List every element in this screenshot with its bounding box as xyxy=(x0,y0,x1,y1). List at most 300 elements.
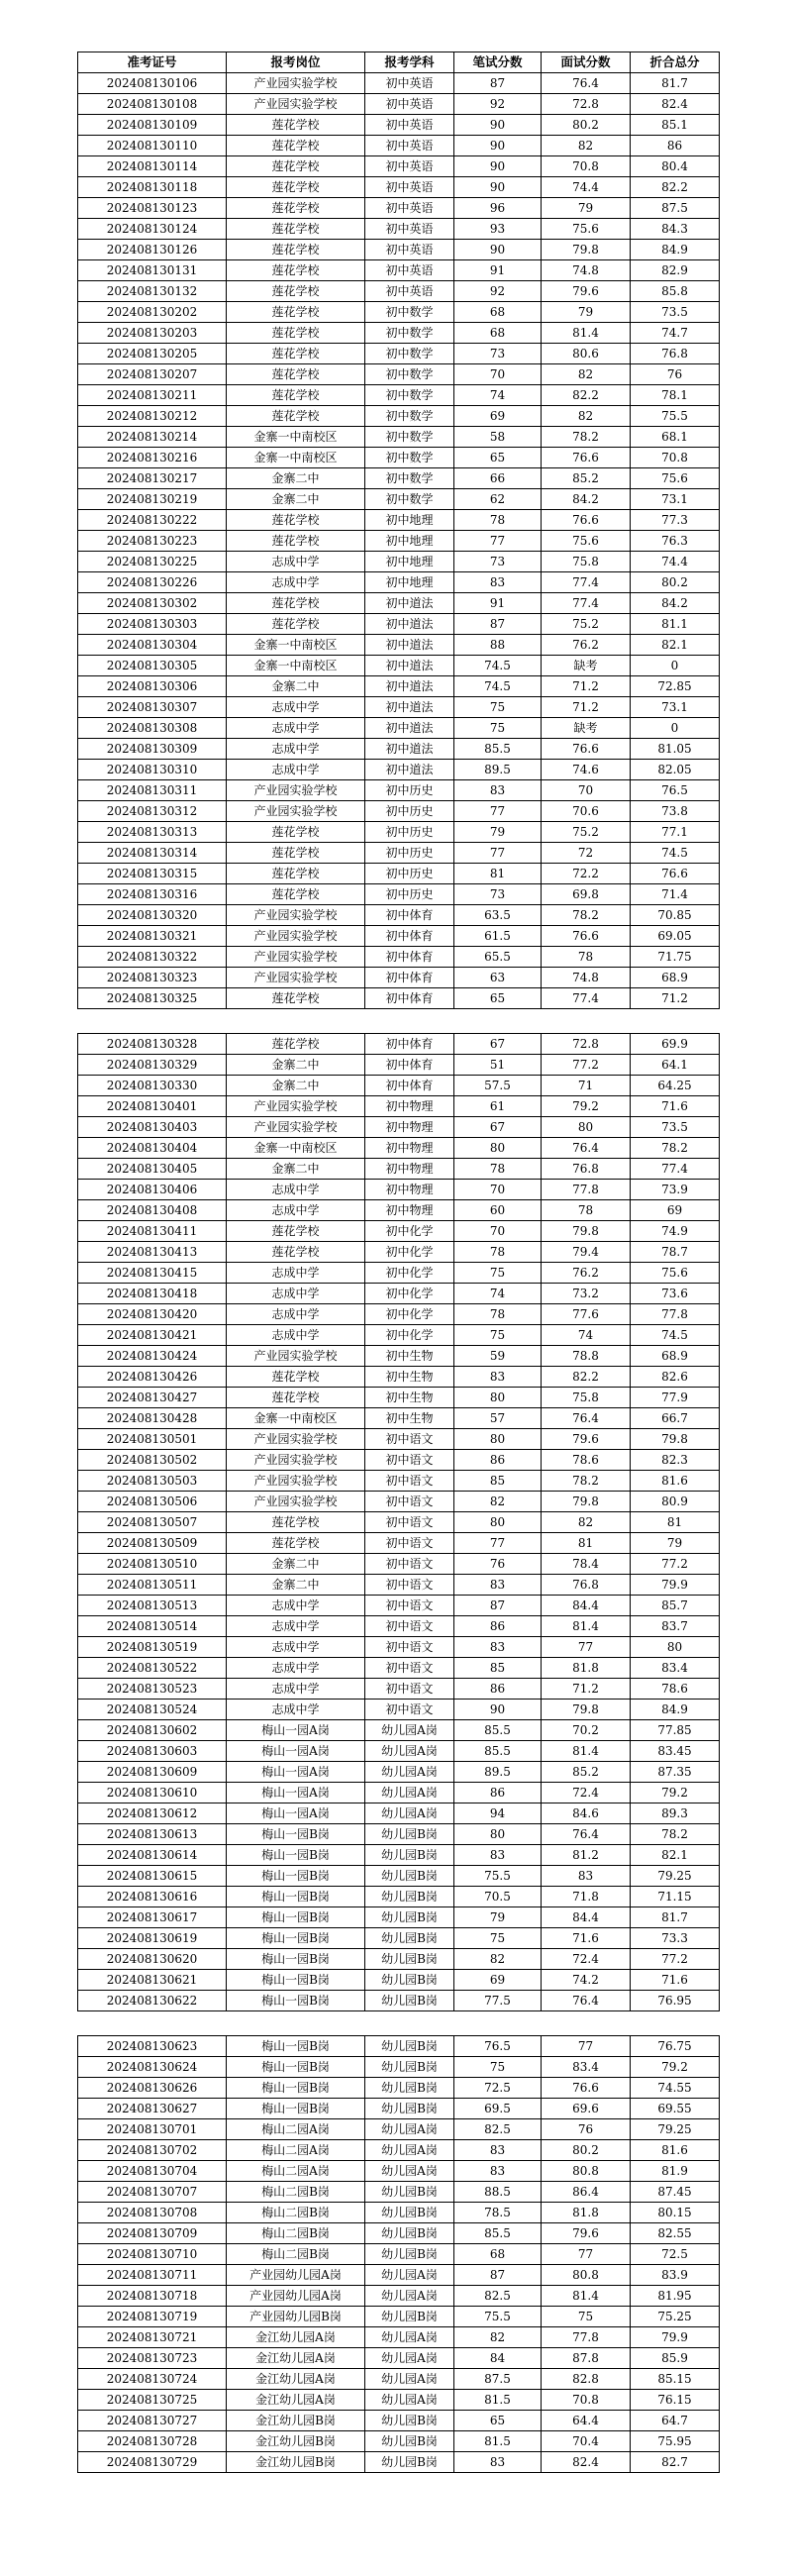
interview-score-cell: 79.6 xyxy=(542,2223,631,2244)
written-score-cell: 81.5 xyxy=(454,2431,542,2452)
subject-cell: 初中物理 xyxy=(365,1138,454,1159)
written-score-cell: 82.5 xyxy=(454,2286,542,2307)
subject-cell: 幼儿园A岗 xyxy=(365,1720,454,1741)
subject-cell: 初中英语 xyxy=(365,73,454,94)
written-score-cell: 85.5 xyxy=(454,1741,542,1762)
table-row xyxy=(78,240,720,260)
position-cell: 金寨一中南校区 xyxy=(227,1138,365,1159)
position-cell: 金江幼儿园B岗 xyxy=(227,2431,365,2452)
interview-score-cell: 76.4 xyxy=(542,1138,631,1159)
position-cell: 梅山二园B岗 xyxy=(227,2223,365,2244)
table-row xyxy=(78,2036,720,2057)
subject-cell: 幼儿园B岗 xyxy=(365,2182,454,2203)
interview-score-cell: 71.2 xyxy=(542,1679,631,1700)
subject-cell: 幼儿园B岗 xyxy=(365,1928,454,1949)
table-row xyxy=(78,1471,720,1492)
position-cell: 梅山一园B岗 xyxy=(227,1970,365,1991)
position-cell: 志成中学 xyxy=(227,1304,365,1325)
position-cell: 莲花学校 xyxy=(227,822,365,843)
position-cell: 莲花学校 xyxy=(227,593,365,614)
written-score-cell: 76 xyxy=(454,1554,542,1575)
interview-score-cell: 74 xyxy=(542,1325,631,1346)
position-cell: 志成中学 xyxy=(227,1200,365,1221)
subject-cell: 初中语文 xyxy=(365,1596,454,1616)
subject-cell: 初中语文 xyxy=(365,1679,454,1700)
exam-id-cell: 202408130519 xyxy=(78,1637,227,1658)
written-score-cell: 87 xyxy=(454,1596,542,1616)
total-score-cell: 81.6 xyxy=(631,1471,720,1492)
exam-id-cell: 202408130710 xyxy=(78,2244,227,2265)
total-score-cell: 68.9 xyxy=(631,968,720,988)
total-score-cell: 82.55 xyxy=(631,2223,720,2244)
table-row xyxy=(78,2057,720,2078)
written-score-cell: 82 xyxy=(454,1949,542,1970)
exam-id-cell: 202408130207 xyxy=(78,364,227,385)
subject-cell: 初中英语 xyxy=(365,115,454,136)
total-score-cell: 81.1 xyxy=(631,614,720,635)
interview-score-cell: 70.4 xyxy=(542,2431,631,2452)
subject-cell: 初中物理 xyxy=(365,1159,454,1180)
table-row xyxy=(78,406,720,427)
table-row xyxy=(78,489,720,510)
interview-score-cell: 77 xyxy=(542,2244,631,2265)
exam-id-cell: 202408130305 xyxy=(78,656,227,676)
position-cell: 志成中学 xyxy=(227,1180,365,1200)
exam-id-cell: 202408130118 xyxy=(78,177,227,198)
total-score-cell: 79 xyxy=(631,1533,720,1554)
subject-cell: 初中生物 xyxy=(365,1367,454,1388)
position-cell: 莲花学校 xyxy=(227,344,365,364)
subject-cell: 初中物理 xyxy=(365,1180,454,1200)
subject-cell: 幼儿园B岗 xyxy=(365,1970,454,1991)
written-score-cell: 83 xyxy=(454,1845,542,1866)
interview-score-cell: 79.8 xyxy=(542,240,631,260)
position-cell: 梅山一园A岗 xyxy=(227,1803,365,1824)
total-score-cell: 75.95 xyxy=(631,2431,720,2452)
total-score-cell: 82.1 xyxy=(631,1845,720,1866)
written-score-cell: 74.5 xyxy=(454,656,542,676)
position-cell: 产业园实验学校 xyxy=(227,1429,365,1450)
interview-score-cell: 81 xyxy=(542,1533,631,1554)
interview-score-cell: 70.8 xyxy=(542,156,631,177)
interview-score-cell: 76.4 xyxy=(542,1824,631,1845)
interview-score-cell: 74.2 xyxy=(542,1970,631,1991)
exam-id-cell: 202408130514 xyxy=(78,1616,227,1637)
subject-cell: 初中道法 xyxy=(365,739,454,760)
total-score-cell: 71.75 xyxy=(631,947,720,968)
exam-id-cell: 202408130306 xyxy=(78,676,227,697)
exam-id-cell: 202408130222 xyxy=(78,510,227,531)
exam-id-cell: 202408130711 xyxy=(78,2265,227,2286)
exam-id-cell: 202408130427 xyxy=(78,1388,227,1408)
position-cell: 产业园实验学校 xyxy=(227,801,365,822)
interview-score-cell: 78.4 xyxy=(542,1554,631,1575)
written-score-cell: 63.5 xyxy=(454,905,542,926)
total-score-cell: 64.7 xyxy=(631,2411,720,2431)
position-cell: 产业园实验学校 xyxy=(227,1492,365,1512)
written-score-cell: 90 xyxy=(454,240,542,260)
position-cell: 金寨一中南校区 xyxy=(227,635,365,656)
position-cell: 志成中学 xyxy=(227,1637,365,1658)
exam-id-cell: 202408130217 xyxy=(78,468,227,489)
total-score-cell: 73.8 xyxy=(631,801,720,822)
interview-score-cell: 84.2 xyxy=(542,489,631,510)
written-score-cell: 93 xyxy=(454,219,542,240)
table-row xyxy=(78,2119,720,2140)
written-score-cell: 69 xyxy=(454,1970,542,1991)
written-score-cell: 90 xyxy=(454,1700,542,1720)
exam-id-cell: 202408130226 xyxy=(78,572,227,593)
subject-cell: 幼儿园A岗 xyxy=(365,2265,454,2286)
position-cell: 金寨二中 xyxy=(227,676,365,697)
total-score-cell: 77.3 xyxy=(631,510,720,531)
subject-cell: 幼儿园B岗 xyxy=(365,2307,454,2327)
table-row xyxy=(78,344,720,364)
interview-score-cell: 76.6 xyxy=(542,926,631,947)
total-score-cell: 84.2 xyxy=(631,593,720,614)
total-score-cell: 79.9 xyxy=(631,1575,720,1596)
exam-id-cell: 202408130725 xyxy=(78,2390,227,2411)
interview-score-cell: 77.4 xyxy=(542,593,631,614)
subject-cell: 初中语文 xyxy=(365,1512,454,1533)
total-score-cell: 82.9 xyxy=(631,260,720,281)
interview-score-cell: 82 xyxy=(542,1512,631,1533)
table-row xyxy=(78,1679,720,1700)
total-score-cell: 76.3 xyxy=(631,531,720,552)
total-score-cell: 77.8 xyxy=(631,1304,720,1325)
position-cell: 金江幼儿园A岗 xyxy=(227,2369,365,2390)
position-cell: 志成中学 xyxy=(227,552,365,572)
written-score-cell: 67 xyxy=(454,1117,542,1138)
table-row xyxy=(78,1907,720,1928)
exam-id-cell: 202408130311 xyxy=(78,780,227,801)
interview-score-cell: 79.6 xyxy=(542,281,631,302)
exam-id-cell: 202408130702 xyxy=(78,2140,227,2161)
position-cell: 莲花学校 xyxy=(227,1221,365,1242)
exam-id-cell: 202408130626 xyxy=(78,2078,227,2099)
total-score-cell: 64.25 xyxy=(631,1076,720,1096)
interview-score-cell: 72.4 xyxy=(542,1949,631,1970)
subject-cell: 幼儿园B岗 xyxy=(365,2431,454,2452)
exam-id-cell: 202408130624 xyxy=(78,2057,227,2078)
total-score-cell: 83.45 xyxy=(631,1741,720,1762)
position-cell: 莲花学校 xyxy=(227,1533,365,1554)
subject-cell: 初中化学 xyxy=(365,1325,454,1346)
total-score-cell: 75.6 xyxy=(631,1263,720,1284)
subject-cell: 初中英语 xyxy=(365,260,454,281)
interview-score-cell: 75.8 xyxy=(542,552,631,572)
position-cell: 梅山二园B岗 xyxy=(227,2203,365,2223)
total-score-cell: 0 xyxy=(631,718,720,739)
total-score-cell: 71.4 xyxy=(631,884,720,905)
subject-cell: 初中化学 xyxy=(365,1242,454,1263)
subject-cell: 初中英语 xyxy=(365,94,454,115)
position-cell: 产业园实验学校 xyxy=(227,1346,365,1367)
subject-cell: 幼儿园A岗 xyxy=(365,1762,454,1783)
subject-cell: 幼儿园B岗 xyxy=(365,1824,454,1845)
total-score-cell: 76.8 xyxy=(631,344,720,364)
position-cell: 志成中学 xyxy=(227,739,365,760)
total-score-cell: 71.6 xyxy=(631,1096,720,1117)
written-score-cell: 82.5 xyxy=(454,2119,542,2140)
interview-score-cell: 76.4 xyxy=(542,1991,631,2011)
subject-cell: 初中道法 xyxy=(365,676,454,697)
interview-score-cell: 69.6 xyxy=(542,2099,631,2119)
table-row xyxy=(78,1824,720,1845)
table-row xyxy=(78,468,720,489)
table-row xyxy=(78,760,720,780)
table-row xyxy=(78,385,720,406)
total-score-cell: 85.1 xyxy=(631,115,720,136)
total-score-cell: 80.4 xyxy=(631,156,720,177)
interview-score-cell: 77.4 xyxy=(542,988,631,1009)
table-row xyxy=(78,1325,720,1346)
subject-cell: 初中语文 xyxy=(365,1616,454,1637)
subject-cell: 幼儿园A岗 xyxy=(365,2369,454,2390)
exam-id-cell: 202408130420 xyxy=(78,1304,227,1325)
subject-cell: 初中英语 xyxy=(365,240,454,260)
exam-id-cell: 202408130308 xyxy=(78,718,227,739)
table-row xyxy=(78,1575,720,1596)
total-score-cell: 82.6 xyxy=(631,1367,720,1388)
exam-id-cell: 202408130401 xyxy=(78,1096,227,1117)
interview-score-cell: 79.8 xyxy=(542,1221,631,1242)
exam-id-cell: 202408130132 xyxy=(78,281,227,302)
written-score-cell: 77.5 xyxy=(454,1991,542,2011)
position-cell: 金寨一中南校区 xyxy=(227,448,365,468)
position-cell: 莲花学校 xyxy=(227,177,365,198)
subject-cell: 初中历史 xyxy=(365,822,454,843)
exam-id-cell: 202408130310 xyxy=(78,760,227,780)
subject-cell: 初中体育 xyxy=(365,968,454,988)
subject-cell: 初中英语 xyxy=(365,281,454,302)
position-cell: 产业园幼儿园A岗 xyxy=(227,2265,365,2286)
table-row xyxy=(78,2161,720,2182)
exam-id-cell: 202408130314 xyxy=(78,843,227,864)
total-score-cell: 82.2 xyxy=(631,177,720,198)
exam-id-cell: 202408130609 xyxy=(78,1762,227,1783)
table-row xyxy=(78,1242,720,1263)
written-score-cell: 91 xyxy=(454,593,542,614)
total-score-cell: 78.1 xyxy=(631,385,720,406)
position-cell: 金江幼儿园B岗 xyxy=(227,2411,365,2431)
position-cell: 梅山一园B岗 xyxy=(227,2036,365,2057)
table-row xyxy=(78,219,720,240)
total-score-cell: 77.1 xyxy=(631,822,720,843)
table-row xyxy=(78,2369,720,2390)
table-row xyxy=(78,864,720,884)
exam-id-cell: 202408130123 xyxy=(78,198,227,219)
position-cell: 志成中学 xyxy=(227,1679,365,1700)
table-row xyxy=(78,1284,720,1304)
position-cell: 金江幼儿园A岗 xyxy=(227,2327,365,2348)
subject-cell: 初中道法 xyxy=(365,697,454,718)
written-score-cell: 75 xyxy=(454,2057,542,2078)
exam-id-cell: 202408130616 xyxy=(78,1887,227,1907)
written-score-cell: 78 xyxy=(454,1304,542,1325)
total-score-cell: 79.8 xyxy=(631,1429,720,1450)
interview-score-cell: 71.6 xyxy=(542,1928,631,1949)
exam-id-cell: 202408130211 xyxy=(78,385,227,406)
total-score-cell: 85.8 xyxy=(631,281,720,302)
table-row xyxy=(78,2348,720,2369)
subject-cell: 初中数学 xyxy=(365,406,454,427)
written-score-cell: 75 xyxy=(454,1928,542,1949)
table-row xyxy=(78,1263,720,1284)
interview-score-cell: 77.6 xyxy=(542,1304,631,1325)
table-row xyxy=(78,2327,720,2348)
position-cell: 产业园实验学校 xyxy=(227,1096,365,1117)
subject-cell: 初中道法 xyxy=(365,656,454,676)
position-cell: 产业园实验学校 xyxy=(227,780,365,801)
table-row xyxy=(78,2182,720,2203)
interview-score-cell: 80.8 xyxy=(542,2265,631,2286)
subject-cell: 初中化学 xyxy=(365,1284,454,1304)
exam-id-cell: 202408130602 xyxy=(78,1720,227,1741)
subject-cell: 初中语文 xyxy=(365,1492,454,1512)
column-header: 面试分数 xyxy=(542,52,631,73)
total-score-cell: 78.6 xyxy=(631,1679,720,1700)
exam-id-cell: 202408130503 xyxy=(78,1471,227,1492)
subject-cell: 初中历史 xyxy=(365,780,454,801)
interview-score-cell: 缺考 xyxy=(542,656,631,676)
written-score-cell: 83 xyxy=(454,2161,542,2182)
written-score-cell: 90 xyxy=(454,177,542,198)
written-score-cell: 89.5 xyxy=(454,760,542,780)
total-score-cell: 68.9 xyxy=(631,1346,720,1367)
total-score-cell: 74.55 xyxy=(631,2078,720,2099)
subject-cell: 幼儿园B岗 xyxy=(365,2244,454,2265)
table-row xyxy=(78,1845,720,1866)
interview-score-cell: 76.8 xyxy=(542,1575,631,1596)
table-row xyxy=(78,136,720,156)
position-cell: 金寨一中南校区 xyxy=(227,427,365,448)
exam-id-cell: 202408130701 xyxy=(78,2119,227,2140)
written-score-cell: 90 xyxy=(454,115,542,136)
exam-id-cell: 202408130415 xyxy=(78,1263,227,1284)
interview-score-cell: 72.4 xyxy=(542,1783,631,1803)
written-score-cell: 86 xyxy=(454,1450,542,1471)
score-document xyxy=(77,52,719,2473)
table-row xyxy=(78,2431,720,2452)
position-cell: 梅山一园B岗 xyxy=(227,1949,365,1970)
exam-id-cell: 202408130406 xyxy=(78,1180,227,1200)
position-cell: 莲花学校 xyxy=(227,1034,365,1055)
subject-cell: 初中英语 xyxy=(365,177,454,198)
total-score-cell: 86 xyxy=(631,136,720,156)
exam-id-cell: 202408130131 xyxy=(78,260,227,281)
written-score-cell: 77 xyxy=(454,801,542,822)
table-row xyxy=(78,1762,720,1783)
table-row xyxy=(78,801,720,822)
total-score-cell: 73.5 xyxy=(631,1117,720,1138)
interview-score-cell: 70 xyxy=(542,780,631,801)
written-score-cell: 87 xyxy=(454,73,542,94)
interview-score-cell: 84.4 xyxy=(542,1596,631,1616)
subject-cell: 初中数学 xyxy=(365,364,454,385)
total-score-cell: 74.4 xyxy=(631,552,720,572)
interview-score-cell: 78.2 xyxy=(542,1471,631,1492)
subject-cell: 初中地理 xyxy=(365,510,454,531)
interview-score-cell: 81.8 xyxy=(542,2203,631,2223)
written-score-cell: 83 xyxy=(454,780,542,801)
position-cell: 志成中学 xyxy=(227,1263,365,1284)
subject-cell: 初中道法 xyxy=(365,635,454,656)
subject-cell: 初中化学 xyxy=(365,1304,454,1325)
position-cell: 莲花学校 xyxy=(227,156,365,177)
written-score-cell: 61.5 xyxy=(454,926,542,947)
position-cell: 莲花学校 xyxy=(227,1242,365,1263)
written-score-cell: 85 xyxy=(454,1471,542,1492)
position-cell: 莲花学校 xyxy=(227,198,365,219)
interview-score-cell: 76 xyxy=(542,2119,631,2140)
interview-score-cell: 71.2 xyxy=(542,676,631,697)
interview-score-cell: 74.8 xyxy=(542,260,631,281)
table-row xyxy=(78,1596,720,1616)
written-score-cell: 87 xyxy=(454,2265,542,2286)
table-row xyxy=(78,552,720,572)
total-score-cell: 81.7 xyxy=(631,73,720,94)
written-score-cell: 73 xyxy=(454,884,542,905)
subject-cell: 初中数学 xyxy=(365,468,454,489)
interview-score-cell: 79.2 xyxy=(542,1096,631,1117)
subject-cell: 初中历史 xyxy=(365,843,454,864)
table-row xyxy=(78,1346,720,1367)
subject-cell: 初中地理 xyxy=(365,552,454,572)
position-cell: 莲花学校 xyxy=(227,843,365,864)
subject-cell: 幼儿园B岗 xyxy=(365,1907,454,1928)
total-score-cell: 81.05 xyxy=(631,739,720,760)
interview-score-cell: 82.4 xyxy=(542,2452,631,2473)
position-cell: 莲花学校 xyxy=(227,240,365,260)
position-cell: 梅山一园B岗 xyxy=(227,2057,365,2078)
subject-cell: 初中物理 xyxy=(365,1096,454,1117)
subject-cell: 幼儿园B岗 xyxy=(365,1949,454,1970)
table-row xyxy=(78,2452,720,2473)
written-score-cell: 85 xyxy=(454,1658,542,1679)
written-score-cell: 57 xyxy=(454,1408,542,1429)
table-row xyxy=(78,656,720,676)
interview-score-cell: 76.6 xyxy=(542,739,631,760)
position-cell: 金寨二中 xyxy=(227,1554,365,1575)
total-score-cell: 73.3 xyxy=(631,1928,720,1949)
interview-score-cell: 79 xyxy=(542,198,631,219)
exam-id-cell: 202408130511 xyxy=(78,1575,227,1596)
written-score-cell: 77 xyxy=(454,1533,542,1554)
position-cell: 产业园幼儿园B岗 xyxy=(227,2307,365,2327)
total-score-cell: 84.9 xyxy=(631,240,720,260)
table-row xyxy=(78,115,720,136)
table-row xyxy=(78,1117,720,1138)
position-cell: 产业园实验学校 xyxy=(227,1450,365,1471)
subject-cell: 初中数学 xyxy=(365,448,454,468)
position-cell: 莲花学校 xyxy=(227,281,365,302)
interview-score-cell: 74.8 xyxy=(542,968,631,988)
total-score-cell: 73.1 xyxy=(631,489,720,510)
written-score-cell: 86 xyxy=(454,1783,542,1803)
interview-score-cell: 82.8 xyxy=(542,2369,631,2390)
score-table xyxy=(77,52,720,1009)
subject-cell: 初中物理 xyxy=(365,1200,454,1221)
interview-score-cell: 81.4 xyxy=(542,323,631,344)
total-score-cell: 78.7 xyxy=(631,1242,720,1263)
exam-id-cell: 202408130214 xyxy=(78,427,227,448)
total-score-cell: 72.85 xyxy=(631,676,720,697)
table-row xyxy=(78,697,720,718)
total-score-cell: 74.9 xyxy=(631,1221,720,1242)
exam-id-cell: 202408130309 xyxy=(78,739,227,760)
subject-cell: 初中语文 xyxy=(365,1637,454,1658)
